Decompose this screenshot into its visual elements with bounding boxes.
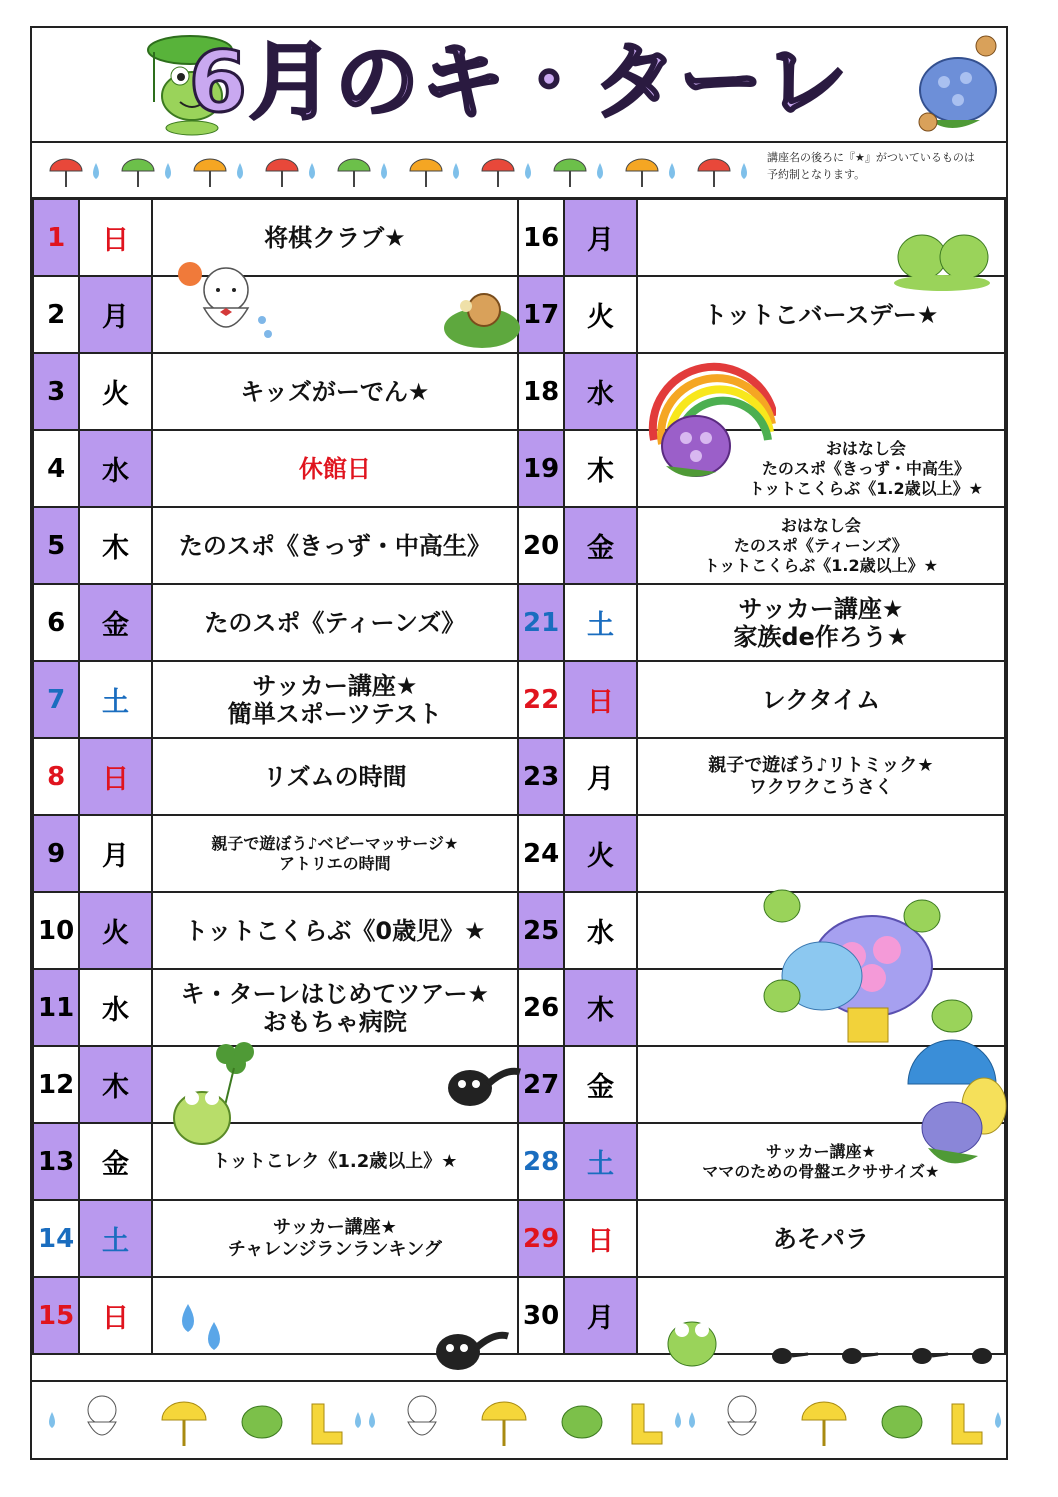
umbrella-hydrangea-icon xyxy=(898,1028,1008,1176)
weekday: 火 xyxy=(79,353,151,430)
day-number: 12 xyxy=(33,1046,79,1123)
event-line: キ・ターレはじめてツアー★ xyxy=(180,979,489,1008)
weekday: 火 xyxy=(564,815,636,892)
weekday: 月 xyxy=(564,1277,636,1354)
weekday: 月 xyxy=(564,738,636,815)
rain-goods-border-icon xyxy=(32,1382,1006,1460)
event-cell xyxy=(152,661,518,738)
frog-clover-icon xyxy=(166,1038,256,1148)
event-line: トットこくらぶ《1.2歳以上》★ xyxy=(703,555,938,575)
weekday: 日 xyxy=(79,738,151,815)
umbrella-border-row xyxy=(32,143,1006,199)
event-cell xyxy=(152,1200,518,1277)
day-number: 26 xyxy=(518,969,564,1046)
event-line: 将棋クラブ★ xyxy=(264,223,406,252)
weekday: 日 xyxy=(564,661,636,738)
event-cell xyxy=(637,507,1005,584)
event-line: サッカー講座★ xyxy=(765,1141,876,1161)
calendar-row xyxy=(33,1200,1005,1277)
weekday: 金 xyxy=(564,507,636,584)
tadpole-icon xyxy=(442,1058,522,1110)
day-number: 21 xyxy=(518,584,564,661)
rainbow-hydrangea-icon xyxy=(646,356,776,486)
calendar-row xyxy=(33,353,1005,430)
event-cell xyxy=(637,661,1005,738)
event-cell xyxy=(152,507,518,584)
event-line: たのスポ《きっず・中高生》 xyxy=(178,531,491,560)
frogs-pair-icon xyxy=(892,203,992,293)
day-number: 9 xyxy=(33,815,79,892)
weekday: 水 xyxy=(79,969,151,1046)
weekday: 水 xyxy=(564,892,636,969)
event-cell xyxy=(637,1200,1005,1277)
event-line: あそパラ xyxy=(772,1224,869,1253)
event-line: たのスポ《きっず・中高生》 xyxy=(761,458,970,478)
event-cell xyxy=(152,430,518,507)
raindrop-faces-icon xyxy=(172,1300,242,1364)
reservation-notice xyxy=(767,149,1007,183)
event-line: サッカー講座★ xyxy=(252,671,418,700)
event-line: リズムの時間 xyxy=(263,762,407,791)
weekday: 木 xyxy=(564,969,636,1046)
day-number: 19 xyxy=(518,430,564,507)
calendar-row xyxy=(33,584,1005,661)
event-line: チャレンジランランキング xyxy=(227,1238,442,1260)
event-line: トットこくらぶ《0歳児》★ xyxy=(184,916,486,945)
day-number: 15 xyxy=(33,1277,79,1354)
event-line: サッカー講座★ xyxy=(738,594,904,623)
weekday: 月 xyxy=(79,815,151,892)
day-number: 13 xyxy=(33,1123,79,1200)
day-number: 18 xyxy=(518,353,564,430)
weekday: 土 xyxy=(564,1123,636,1200)
event-cell xyxy=(152,815,518,892)
event-line: トットこバースデー★ xyxy=(703,300,939,329)
day-number: 20 xyxy=(518,507,564,584)
teru-teru-bozu-icon xyxy=(168,260,278,352)
day-number: 25 xyxy=(518,892,564,969)
weekday: 月 xyxy=(79,276,151,353)
day-number: 27 xyxy=(518,1046,564,1123)
event-line: 簡単スポーツテスト xyxy=(227,699,442,728)
weekday: 金 xyxy=(79,584,151,661)
day-number: 11 xyxy=(33,969,79,1046)
day-number: 3 xyxy=(33,353,79,430)
weekday: 日 xyxy=(564,1200,636,1277)
calendar-row xyxy=(33,661,1005,738)
event-cell xyxy=(152,892,518,969)
weekday: 月 xyxy=(564,199,636,276)
umbrella-drops-border-icon xyxy=(40,149,760,193)
frogs-hydrangea-party-icon xyxy=(722,866,992,1046)
event-line: トットこくらぶ《1.2歳以上》★ xyxy=(748,478,983,498)
day-number: 28 xyxy=(518,1123,564,1200)
event-line: サッカー講座★ xyxy=(272,1216,397,1238)
event-line: ワクワクこうさく xyxy=(748,776,893,798)
day-number: 16 xyxy=(518,199,564,276)
snail-leaf-icon xyxy=(442,278,522,350)
event-line: 休館日 xyxy=(298,454,371,483)
day-number: 14 xyxy=(33,1200,79,1277)
event-line: ママのための骨盤エクササイズ★ xyxy=(702,1161,940,1181)
event-line: 家族de作ろう★ xyxy=(733,622,909,651)
event-line: おもちゃ病院 xyxy=(262,1007,407,1036)
day-number: 1 xyxy=(33,199,79,276)
day-number: 7 xyxy=(33,661,79,738)
weekday: 金 xyxy=(79,1123,151,1200)
weekday: 土 xyxy=(79,661,151,738)
event-line: おはなし会 xyxy=(780,515,861,535)
footer-border xyxy=(32,1380,1006,1460)
event-cell xyxy=(152,353,518,430)
day-number: 2 xyxy=(33,276,79,353)
weekday: 水 xyxy=(79,430,151,507)
day-number: 8 xyxy=(33,738,79,815)
weekday: 木 xyxy=(79,507,151,584)
calendar-row xyxy=(33,507,1005,584)
weekday: 土 xyxy=(564,584,636,661)
calendar-table xyxy=(32,198,1006,1355)
event-line: アトリエの時間 xyxy=(279,853,391,873)
day-number: 5 xyxy=(33,507,79,584)
hydrangea-snail-icon xyxy=(900,30,1004,138)
event-cell xyxy=(637,584,1005,661)
event-cell xyxy=(152,584,518,661)
calendar-row xyxy=(33,430,1005,507)
weekday: 土 xyxy=(79,1200,151,1277)
tadpole-icon xyxy=(430,1322,510,1374)
weekday: 日 xyxy=(79,199,151,276)
event-cell xyxy=(637,738,1005,815)
notice-line-2: 予約制となります。 xyxy=(767,168,866,181)
event-line: たのスポ《ティーンズ》 xyxy=(204,608,466,637)
day-number: 17 xyxy=(518,276,564,353)
page-title: 6月のキ・ターレ xyxy=(188,33,850,131)
weekday: 木 xyxy=(564,430,636,507)
day-number: 4 xyxy=(33,430,79,507)
event-cell xyxy=(152,969,518,1046)
weekday: 木 xyxy=(79,1046,151,1123)
day-number: 10 xyxy=(33,892,79,969)
event-cell xyxy=(152,738,518,815)
title-row xyxy=(32,28,1006,143)
day-number: 22 xyxy=(518,661,564,738)
frog-tadpoles-icon xyxy=(652,1308,1002,1374)
event-line: キッズがーでん★ xyxy=(240,377,430,406)
event-line: 親子で遊ぼう♪リトミック★ xyxy=(708,754,934,776)
event-line: トットこレク《1.2歳以上》★ xyxy=(212,1150,458,1172)
calendar-frame xyxy=(30,26,1008,1460)
day-number: 6 xyxy=(33,584,79,661)
calendar-row xyxy=(33,738,1005,815)
day-number: 29 xyxy=(518,1200,564,1277)
weekday: 金 xyxy=(564,1046,636,1123)
day-number: 24 xyxy=(518,815,564,892)
event-line: レクタイム xyxy=(761,685,881,714)
weekday: 火 xyxy=(564,276,636,353)
weekday: 日 xyxy=(79,1277,151,1354)
event-line: たのスポ《ティーンズ》 xyxy=(733,535,908,555)
event-line: おはなし会 xyxy=(825,438,906,458)
weekday: 水 xyxy=(564,353,636,430)
weekday: 火 xyxy=(79,892,151,969)
event-line: 親子で遊ぼう♪ベビーマッサージ★ xyxy=(211,833,459,853)
day-number: 30 xyxy=(518,1277,564,1354)
notice-line-1: 講座名の後ろに『★』がついているものは xyxy=(767,151,975,164)
day-number: 23 xyxy=(518,738,564,815)
